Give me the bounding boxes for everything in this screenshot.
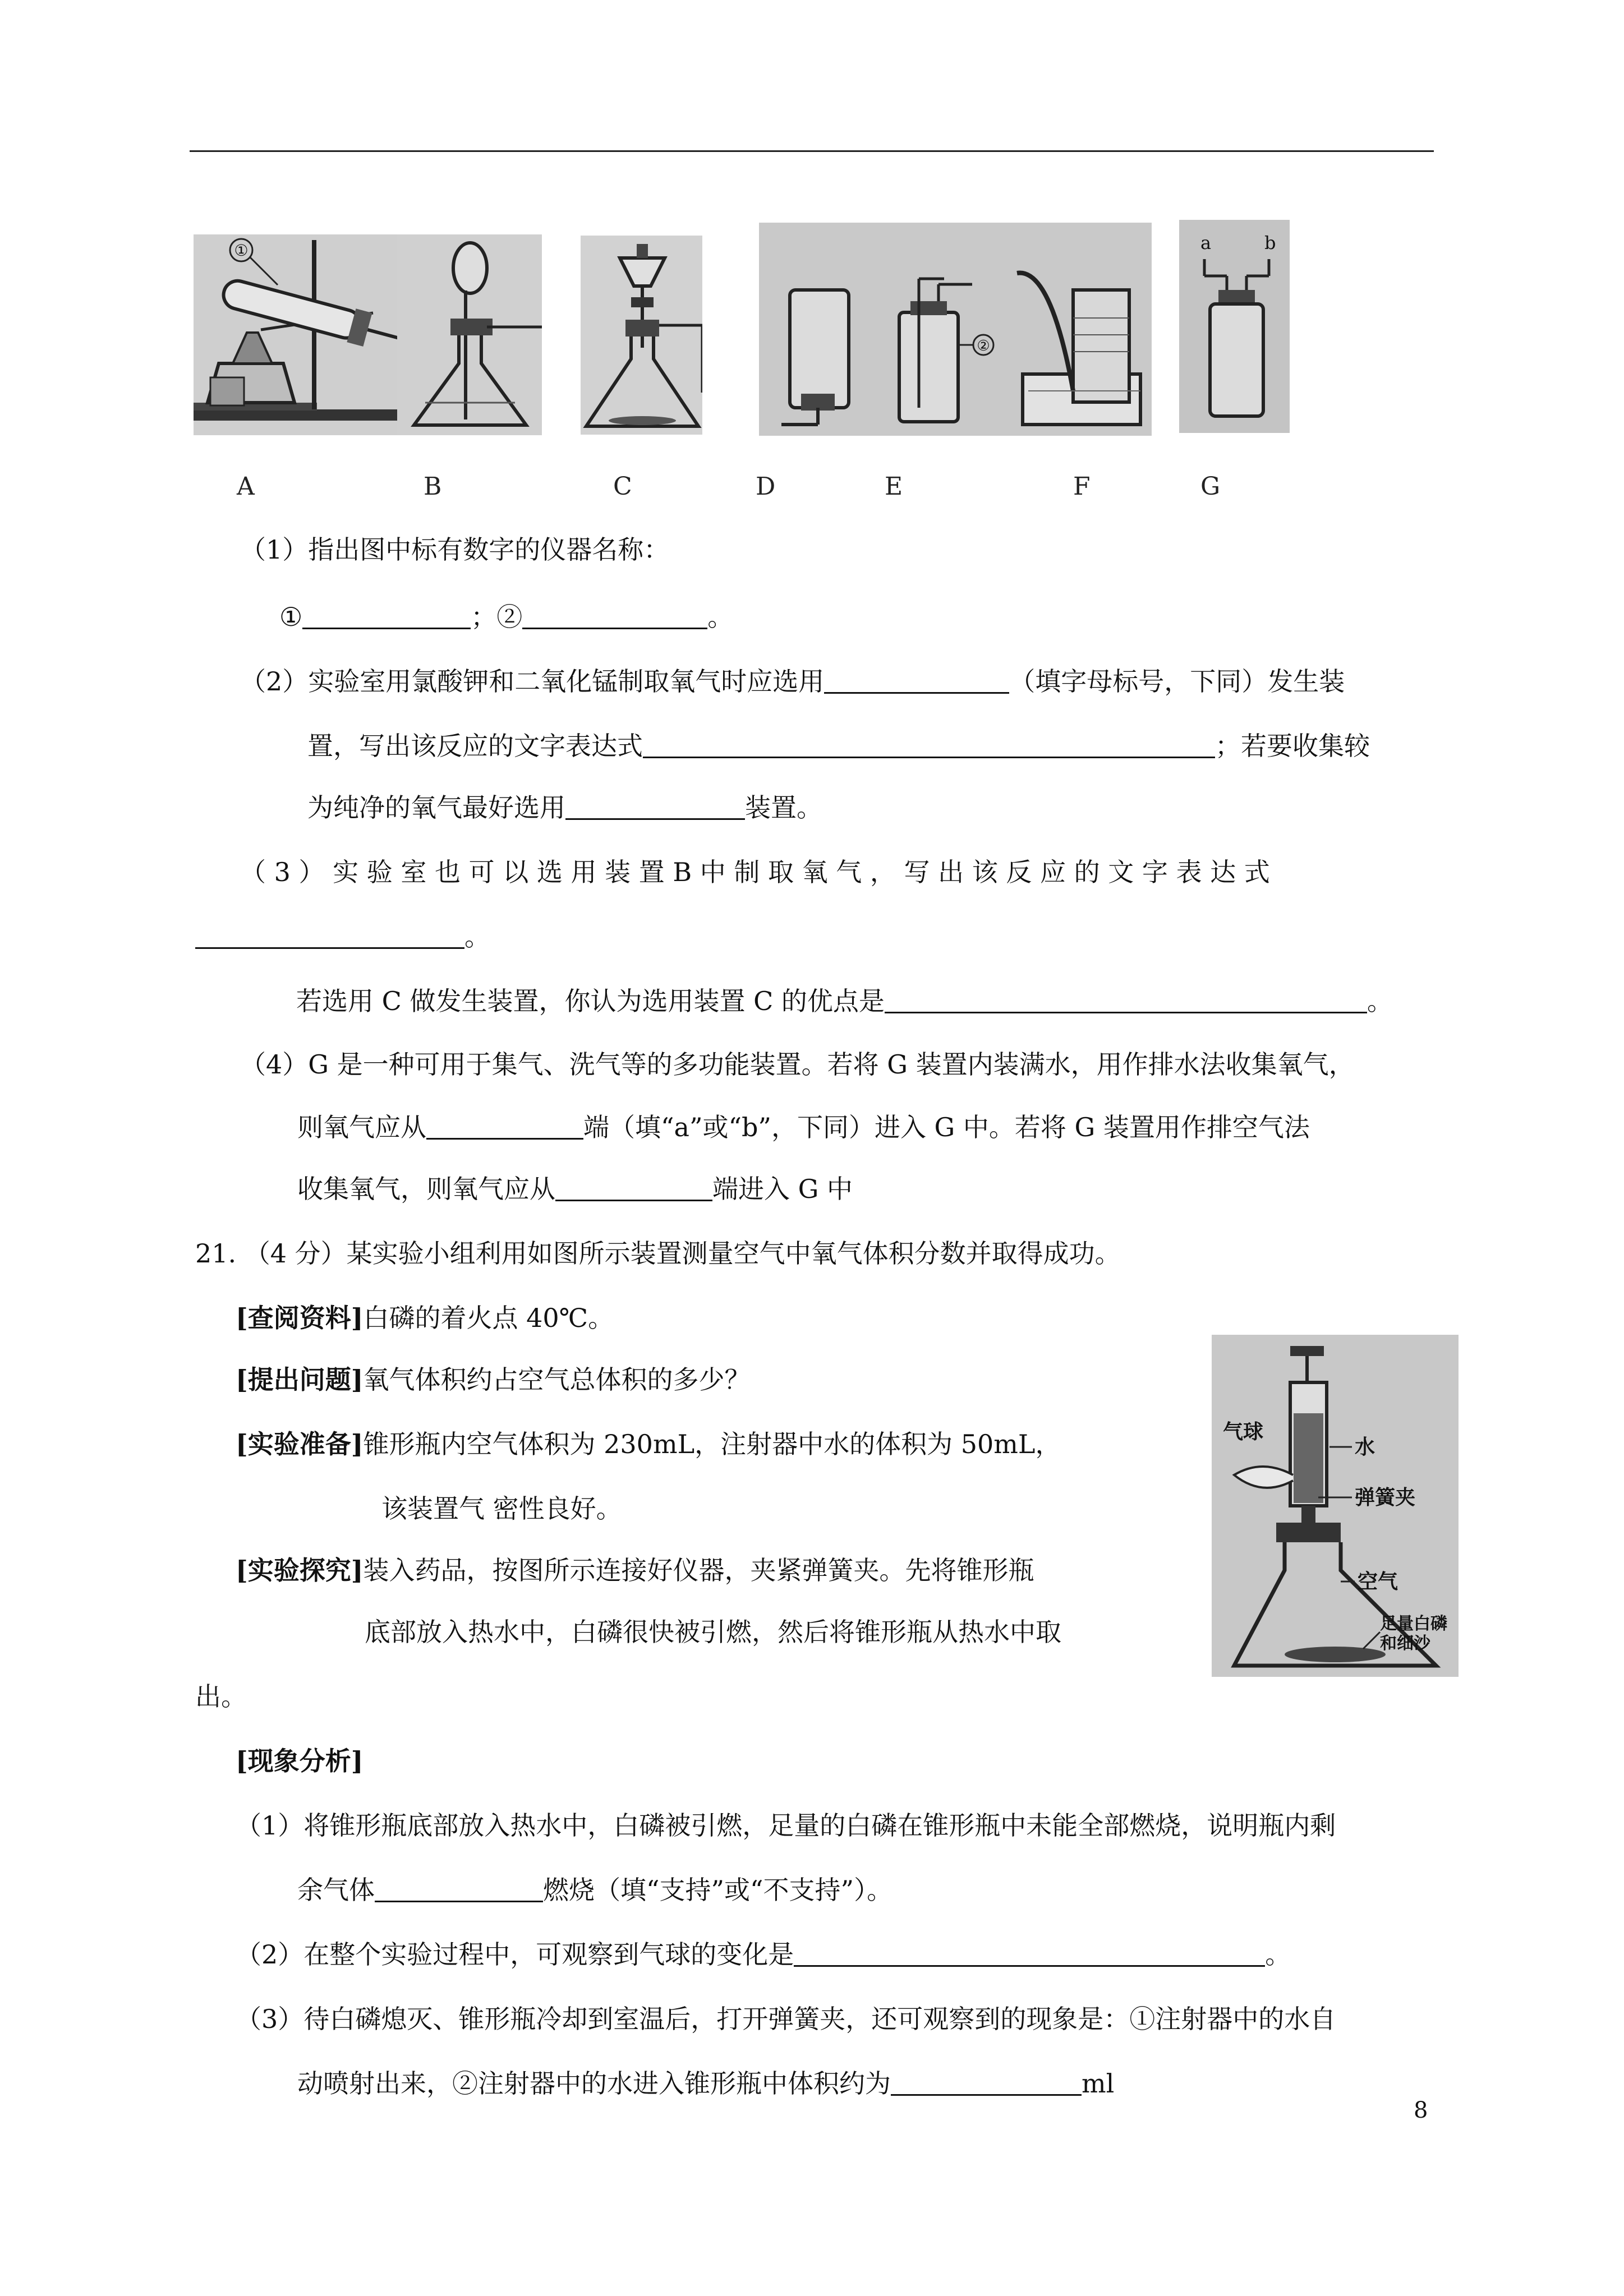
figure-label-a: A: [237, 472, 255, 501]
answer-blank-generator[interactable]: [824, 666, 1009, 694]
q20-part4-line3: [297, 1172, 853, 1206]
q21-prep-line: [236, 1427, 1061, 1461]
answer-blank-instrument-1[interactable]: [302, 602, 471, 629]
q21-t3-tag: [实验准备]: [236, 1429, 364, 1459]
page-number: 8: [1414, 2097, 1428, 2123]
oxygen-experiment-figure: [1212, 1335, 1459, 1677]
q21-t3b: 该装置气 密性良好。: [381, 1493, 622, 1524]
figure-label-d: D: [756, 472, 776, 501]
q20-p2-e: 为纯净的氧气最好选用: [307, 792, 565, 823]
q20-p2-b: （填字母标号，下同）发生装: [1009, 666, 1345, 697]
answer-blank-balloon[interactable]: [794, 1939, 1265, 1967]
q20-part3-line3: [296, 984, 1393, 1018]
q21-t4-tag: [实验探究]: [236, 1555, 364, 1585]
answer-blank-equation-2[interactable]: [195, 921, 464, 949]
q21-s2-a: （2）在整个实验过程中，可观察到气球的变化是: [236, 1939, 794, 1970]
q21-s1-c: 燃烧（填“支持”或“不支持”）。: [543, 1875, 893, 1905]
q21-t4b: 底部放入热水中，白磷很快被引燃，然后将锥形瓶从热水中取: [365, 1617, 1061, 1647]
q20-part3-line1: [240, 855, 1270, 889]
q20-p2-d: ；若要收集较: [1215, 731, 1370, 761]
q21-explore-line: [236, 1553, 1034, 1587]
q21-s1-a: （1）将锥形瓶底部放入热水中，白磷被引燃，足量的白磷在锥形瓶中未能全部燃烧，说明瓶内剩: [236, 1810, 1336, 1841]
q21-sub3-line1: [236, 2002, 1336, 2036]
q20-p1-sep: ；②: [471, 602, 523, 632]
apparatus-g-figure: [1179, 220, 1290, 433]
figure-label-c: C: [613, 472, 632, 501]
answer-blank-water-port[interactable]: [426, 1112, 583, 1140]
label-water: 水: [1355, 1436, 1375, 1459]
g-port-a: a: [1200, 232, 1212, 253]
q20-p4-d: 收集氧气，则氧气应从: [297, 1174, 555, 1204]
q20-part3-line2: [195, 920, 490, 953]
q20-part4-line1: [240, 1048, 1355, 1081]
circle-1-mark: ①: [234, 241, 249, 260]
q21-s3-b: 动喷射出来，②注射器中的水进入锥形瓶中体积约为: [297, 2068, 891, 2099]
header-rule: [190, 150, 1434, 152]
q21-heading: [195, 1237, 1121, 1270]
g-port-b: b: [1264, 232, 1276, 253]
q20-p4-c: 端（填“a”或“b”，下同）进入 G 中。若将 G 装置用作排空气法: [583, 1112, 1310, 1142]
q20-p4-a: （4）G 是一种可用于集气、洗气等的多功能装置。若将 G 装置内装满水，用作排水法收集氧气，: [240, 1049, 1355, 1080]
apparatus-b-figure: [397, 234, 542, 435]
q20-p1-text: （1）指出图中标有数字的仪器名称：: [240, 534, 670, 565]
q20-p3-b: 。: [464, 921, 490, 952]
label-air: 空气: [1358, 1570, 1398, 1593]
q21-t3: 锥形瓶内空气体积为 230mL，注射器中水的体积为 50mL，: [363, 1429, 1061, 1459]
q21-sub2-line: [236, 1938, 1291, 1971]
figure-label-g: G: [1200, 472, 1221, 501]
q20-p2-f: 装置。: [745, 792, 822, 823]
q21-head-text: 21. （4 分）某实验小组利用如图所示装置测量空气中氧气体积分数并取得成功。: [195, 1238, 1121, 1269]
q21-t2: 氧气体积约占空气总体积的多少？: [363, 1364, 751, 1395]
answer-blank-support[interactable]: [375, 1875, 543, 1902]
q21-resource-line: [236, 1301, 614, 1335]
answer-blank-collector[interactable]: [565, 792, 745, 820]
label-spring-clip: 弹簧夹: [1355, 1486, 1416, 1509]
figure-label-f: F: [1073, 472, 1091, 501]
q21-question-line: [236, 1363, 751, 1396]
q21-t4c: 出。: [195, 1681, 247, 1712]
apparatus-def-figure: [759, 223, 1152, 436]
q20-p1-circle1: ①: [279, 602, 303, 632]
q21-explore-line3: [195, 1680, 247, 1713]
figure-label-e: E: [885, 472, 903, 501]
q20-part2-line2: [307, 729, 1370, 763]
q21-sub1-line2: [297, 1873, 892, 1907]
q20-p3-d: 。: [1367, 986, 1393, 1016]
q20-p2-a: （2）实验室用氯酸钾和二氧化锰制取氧气时应选用: [240, 666, 825, 697]
label-balloon: 气球: [1223, 1421, 1264, 1444]
q20-part1: [240, 533, 669, 566]
q21-sub1-line1: [236, 1809, 1336, 1842]
q21-prep-line2: [381, 1492, 622, 1525]
q21-t4: 装入药品，按图所示连接好仪器，夹紧弹簧夹。先将锥形瓶: [363, 1555, 1034, 1585]
q20-part1-answers: [279, 600, 733, 634]
q21-explore-line2: [365, 1615, 1061, 1649]
q21-t1-tag: [查阅资料]: [236, 1303, 364, 1333]
q21-sub3-line2: [297, 2067, 1114, 2100]
q20-part2-line1: [240, 665, 1345, 698]
answer-blank-advantage[interactable]: [885, 986, 1367, 1013]
circle-2-mark: ②: [977, 338, 990, 354]
figure-label-b: B: [424, 472, 442, 501]
q21-s3-a: （3）待白磷熄灭、锥形瓶冷却到室温后，打开弹簧夹，还可观察到的现象是：①注射器中的水自: [236, 2004, 1336, 2034]
q20-p2-c: 置，写出该反应的文字表达式: [307, 731, 643, 761]
answer-blank-volume[interactable]: [891, 2068, 1082, 2096]
q21-t1: 白磷的着火点 40℃。: [363, 1303, 614, 1333]
q21-s2-b: 。: [1265, 1939, 1291, 1970]
answer-blank-air-port[interactable]: [555, 1174, 712, 1201]
q20-part2-line3: [307, 791, 822, 824]
q20-p4-b: 则氧气应从: [297, 1112, 426, 1142]
q21-s3-c: ml: [1082, 2068, 1115, 2099]
q21-analysis-heading: [236, 1744, 364, 1778]
answer-blank-instrument-2[interactable]: [522, 602, 707, 629]
q20-p3-c: 若选用 C 做发生装置，你认为选用装置 C 的优点是: [296, 986, 885, 1016]
q21-t5-tag: [现象分析]: [236, 1746, 364, 1776]
q21-t2-tag: [提出问题]: [236, 1364, 364, 1395]
label-phosphorus: 足量白磷: [1380, 1614, 1447, 1634]
q20-part4-line2: [297, 1110, 1310, 1144]
answer-blank-equation-1[interactable]: [643, 731, 1215, 758]
apparatus-c-figure: [581, 236, 702, 435]
q20-p3-a: （ 3 ） 实 验 室 也 可 以 选 用 装 置 B 中 制 取 氧 气 ， 写 出 该 反 应 的 文 字 表 达 式: [240, 857, 1270, 887]
q20-p4-e: 端进入 G 中: [712, 1174, 853, 1204]
label-fine-sand: 和细沙: [1380, 1634, 1430, 1653]
q20-p1-end: 。: [707, 602, 734, 632]
q21-s1-b: 余气体: [297, 1875, 375, 1905]
